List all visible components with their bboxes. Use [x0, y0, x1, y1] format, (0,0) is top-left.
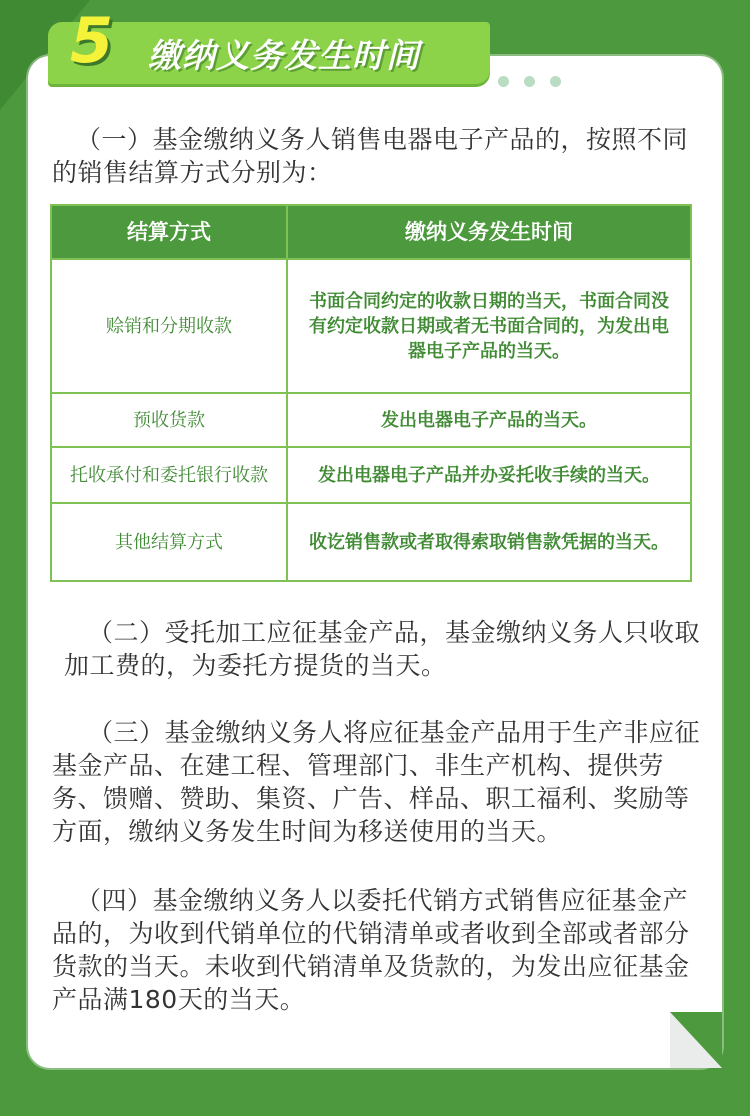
dot-icon	[524, 76, 535, 87]
table-header-row	[51, 205, 691, 259]
table-row	[51, 447, 691, 503]
table-cell-time: 发出电器电子产品的当天。	[287, 393, 691, 447]
table-cell-method: 预收货款	[51, 393, 287, 447]
paragraph-2: （二）受托加工应征基金产品，基金缴纳义务人只收取加工费的，为委托方提货的当天。	[64, 618, 701, 680]
dot-icon	[498, 76, 509, 87]
table-cell-time: 发出电器电子产品并办妥托收手续的当天。	[287, 447, 691, 503]
table-cell-method: 托收承付和委托银行收款	[51, 447, 287, 503]
table-cell-time: 书面合同约定的收款日期的当天，书面合同没有约定收款日期或者无书面合同的，为发出电器电子产品的当天。	[287, 259, 691, 393]
paragraph-4: （四）基金缴纳义务人以委托代销方式销售应征基金产品的，为收到代销单位的代销清单或者收到全部或者部分货款的当天。未收到代销清单及货款的，为发出应征基金产品满180天的当天。	[52, 886, 690, 1014]
table-cell-method: 其他结算方式	[51, 503, 287, 581]
header-cell-method: 结算方式	[51, 205, 287, 259]
table-cell-time: 收讫销售款或者取得索取销售款凭据的当天。	[287, 503, 691, 581]
section-number: 5	[70, 4, 114, 77]
table-cell-method: 赊销和分期收款	[51, 259, 287, 393]
section-title: 缴纳义务发生时间	[148, 36, 420, 75]
paragraph-3: （三）基金缴纳义务人将应征基金产品用于生产非应征基金产品、在建工程、管理部门、非生产机构、提供劳务、馈赠、赞助、集资、广告、样品、职工福利、奖励等方面，缴纳义务发生时间为移送使用的当天。	[52, 718, 701, 846]
dot-icon	[550, 76, 561, 87]
table-row	[51, 259, 691, 393]
paragraph-1: （一）基金缴纳义务人销售电器电子产品的，按照不同的销售结算方式分别为：	[52, 125, 689, 187]
page-fold-corner	[670, 1012, 722, 1068]
header-cell-time: 缴纳义务发生时间	[287, 205, 691, 259]
settlement-table	[50, 204, 692, 582]
table-row	[51, 393, 691, 447]
table-row	[51, 503, 691, 581]
